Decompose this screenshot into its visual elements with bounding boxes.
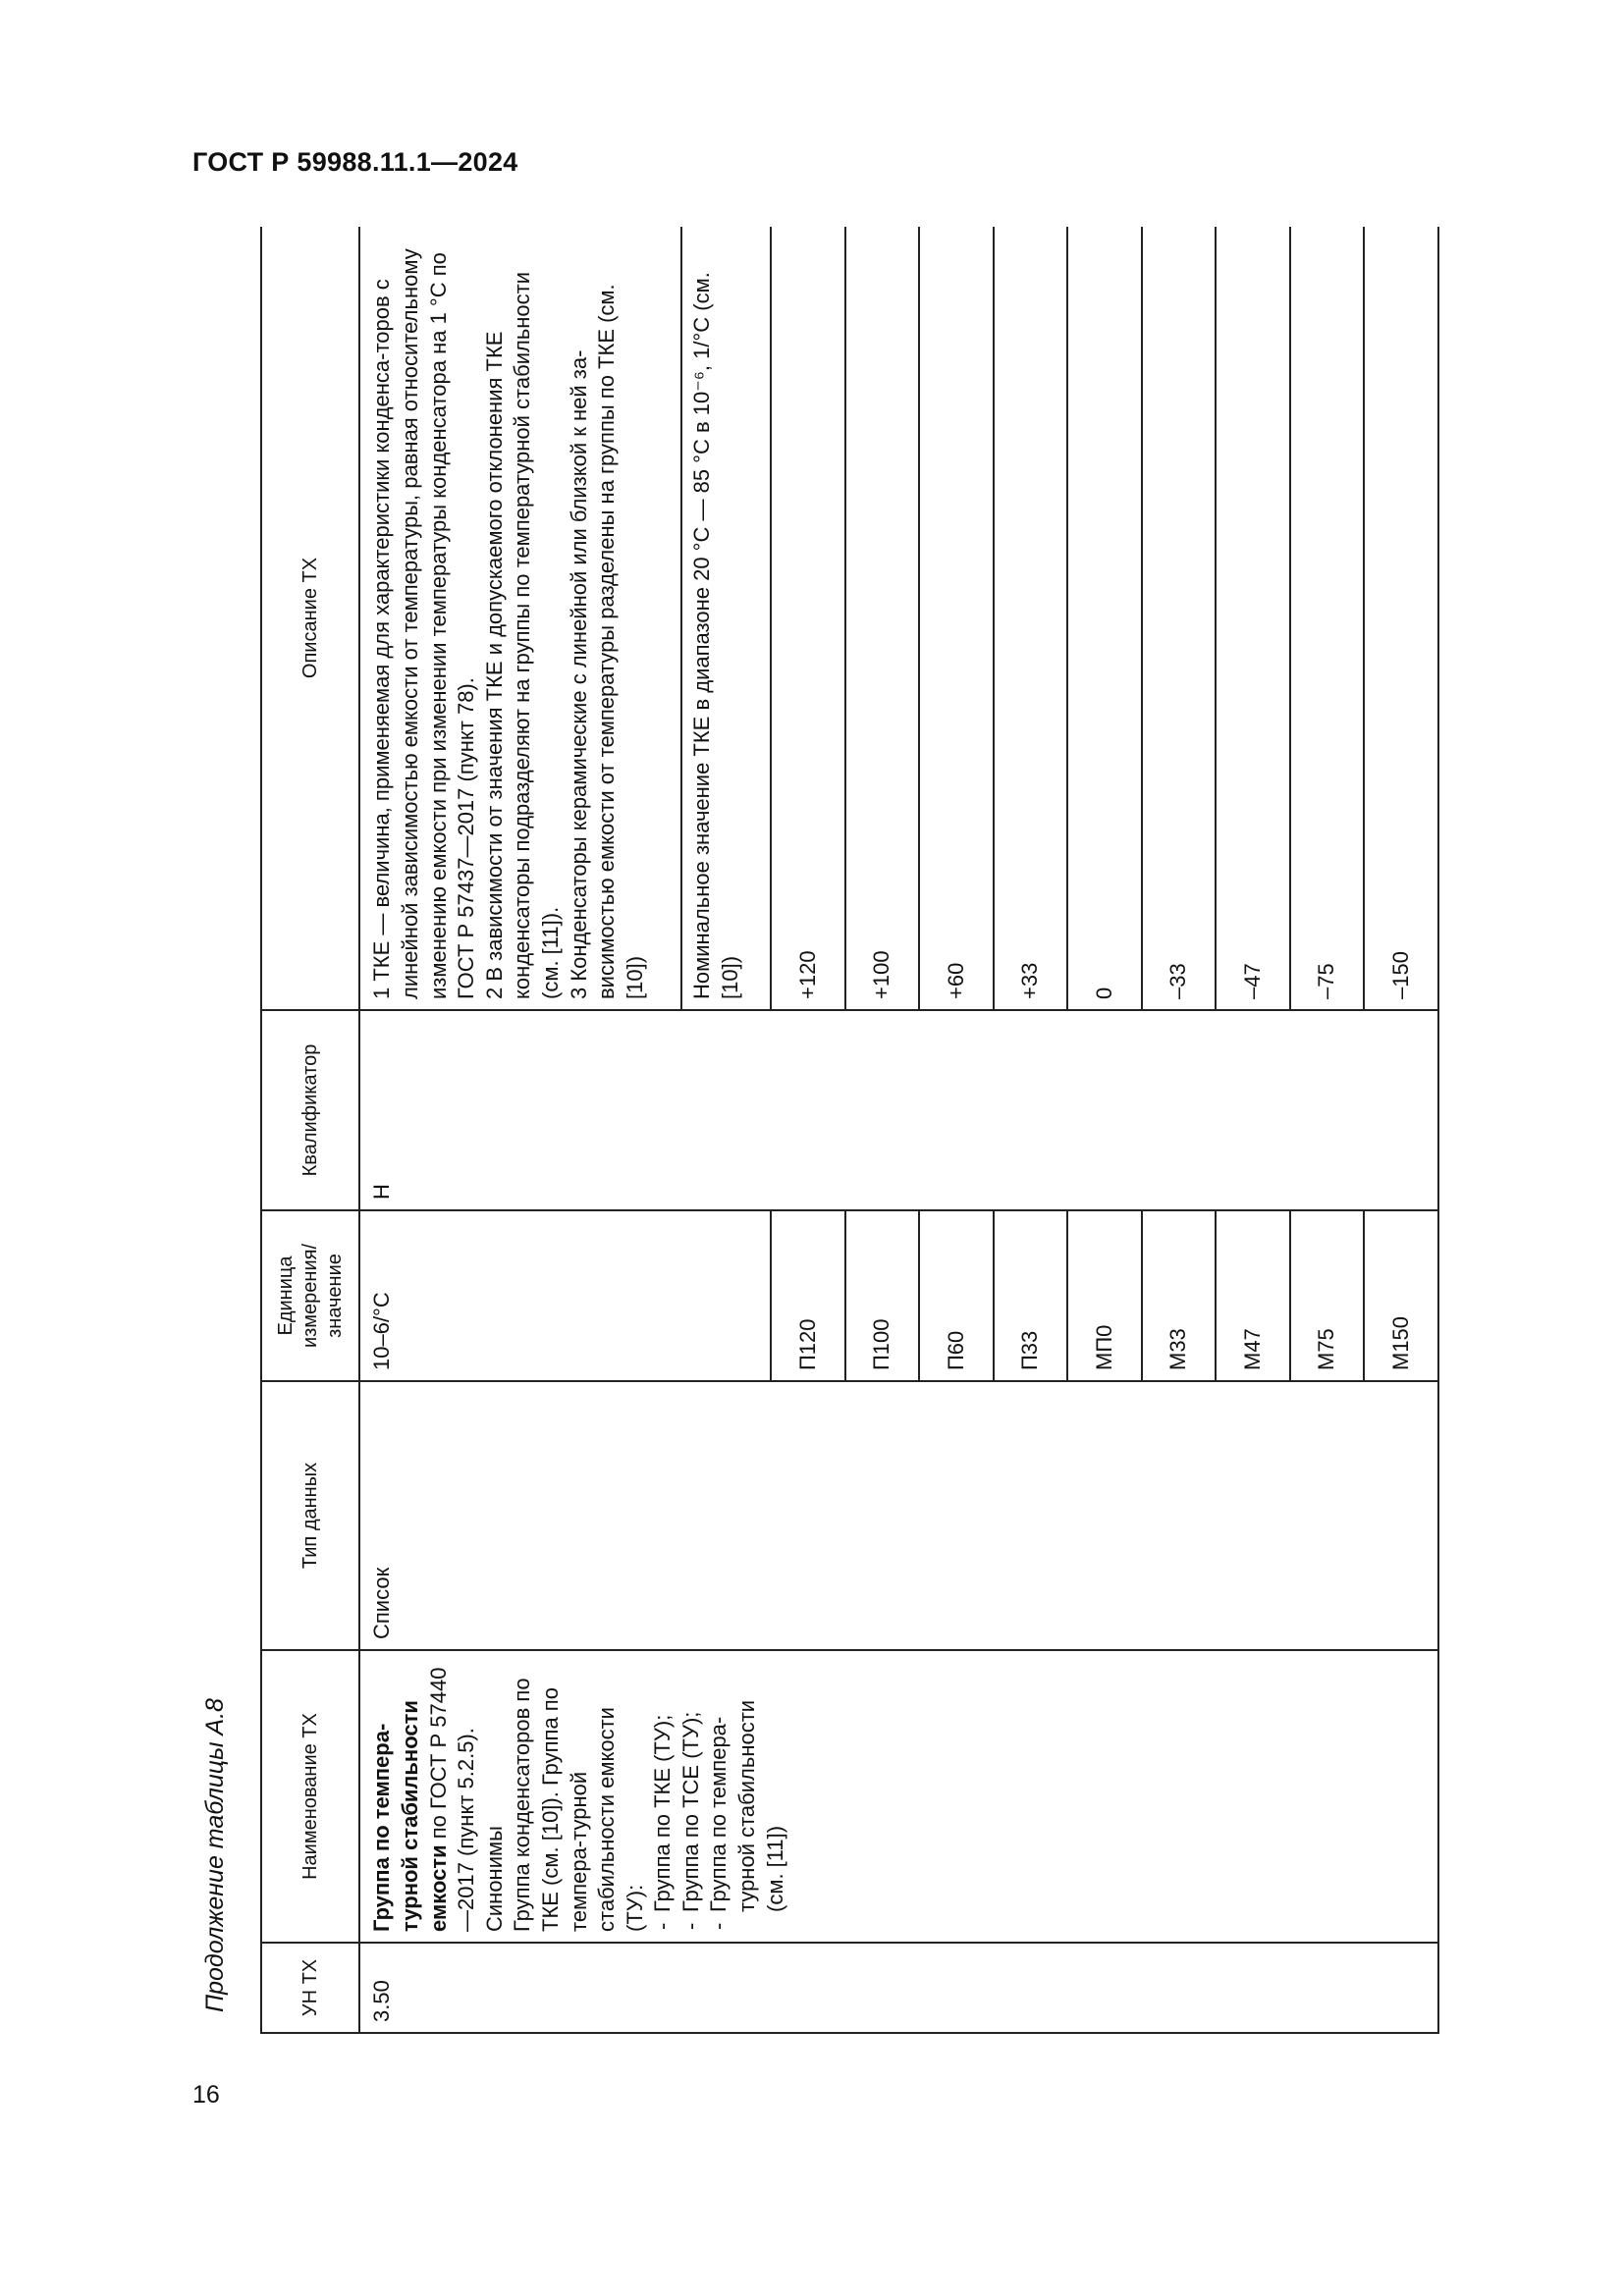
cell-value-code: М150	[1364, 1210, 1438, 1381]
description-note-1: 1 ТКЕ — величина, применяемая для характеристики конденса-торов с линейной зависимостью емкости от температуры, равная относительному изменению емкости при изменении температуры конденсатора на 1 °С по ГОСТ Р 57437—2017 (пункт 78).	[369, 248, 479, 999]
synonyms-intro: Группа конденсаторов по ТКЕ (см. [10]). Группа по темпера-турной стабильности емкости (ТУ):	[510, 1678, 647, 1932]
cell-id: 3.50	[359, 1943, 1438, 2033]
name-title: Группа по темпера-турной стабильности емкости	[369, 1700, 451, 1932]
cell-value-code: П33	[994, 1210, 1068, 1381]
cell-value-code: МП0	[1067, 1210, 1142, 1381]
table-header-row	[261, 227, 359, 2033]
description-note-3: 3 Конденсаторы керамические с линейной или близкой к ней за-висимостью емкости от температуры разделены на группы по ТКЕ (см. [10])	[566, 284, 647, 999]
page-number: 16	[192, 2081, 220, 2109]
document-header: ГОСТ Р 59988.11.1—2024	[192, 147, 518, 177]
cell-value-code: П60	[919, 1210, 994, 1381]
synonym-item: - Группа по темпера-турной стабильности (см. [11])	[705, 1661, 789, 1932]
synonyms-label: Синонимы	[481, 1826, 507, 1932]
cell-value-code: М75	[1290, 1210, 1365, 1381]
cell-value-code: М47	[1216, 1210, 1290, 1381]
cell-value: –47	[1216, 227, 1290, 1010]
cell-nominal: Номинальное значение ТКЕ в диапазоне 20 °С — 85 °С в 10⁻⁶, 1/°С (см. [10])	[681, 227, 771, 1010]
cell-value: –150	[1364, 227, 1438, 1010]
description-note-2: 2 В зависимости от значения ТКЕ и допускаемого отклонения ТКЕ конденсаторы подразделяют на группы по температурной стабильности (см. [11]).	[481, 271, 563, 999]
synonym-item: - Группа по ТКЕ (ТУ);	[649, 1661, 677, 1932]
name-reference: по ГОСТ Р 57440—2017 (пункт 5.2.5).	[425, 1667, 479, 1932]
cell-description	[359, 227, 681, 1010]
table-row	[359, 227, 681, 2033]
synonyms-list	[649, 1661, 789, 1932]
cell-name	[359, 1650, 1438, 1943]
cell-qualifier: Н	[359, 1010, 1438, 1210]
col-header-desc: Описание ТХ	[261, 227, 359, 1010]
cell-value-code: М33	[1142, 1210, 1217, 1381]
col-header-id: УН ТХ	[261, 1943, 359, 2033]
cell-value: –75	[1290, 227, 1365, 1010]
cell-value: 0	[1067, 227, 1142, 1010]
cell-type: Список	[359, 1381, 1438, 1650]
characteristics-table	[260, 227, 1439, 2034]
cell-unit: 10–6/°С	[359, 1210, 771, 1381]
col-header-qualifier: Квалификатор	[261, 1010, 359, 1210]
cell-value: +100	[845, 227, 920, 1010]
cell-value: –33	[1142, 227, 1217, 1010]
cell-value: +33	[994, 227, 1068, 1010]
synonym-item: - Группа по ТСЕ (ТУ);	[677, 1661, 706, 1932]
cell-value-code: П120	[771, 1210, 845, 1381]
col-header-type: Тип данных	[261, 1381, 359, 1650]
col-header-unit: Единица измерения/ значение	[261, 1210, 359, 1381]
cell-value: +120	[771, 227, 845, 1010]
table-rotated	[260, 228, 1439, 2034]
table-caption: Продолжение таблицы А.8	[201, 1698, 229, 2012]
cell-value-code: П100	[845, 1210, 920, 1381]
cell-value: +60	[919, 227, 994, 1010]
col-header-name: Наименование ТХ	[261, 1650, 359, 1943]
